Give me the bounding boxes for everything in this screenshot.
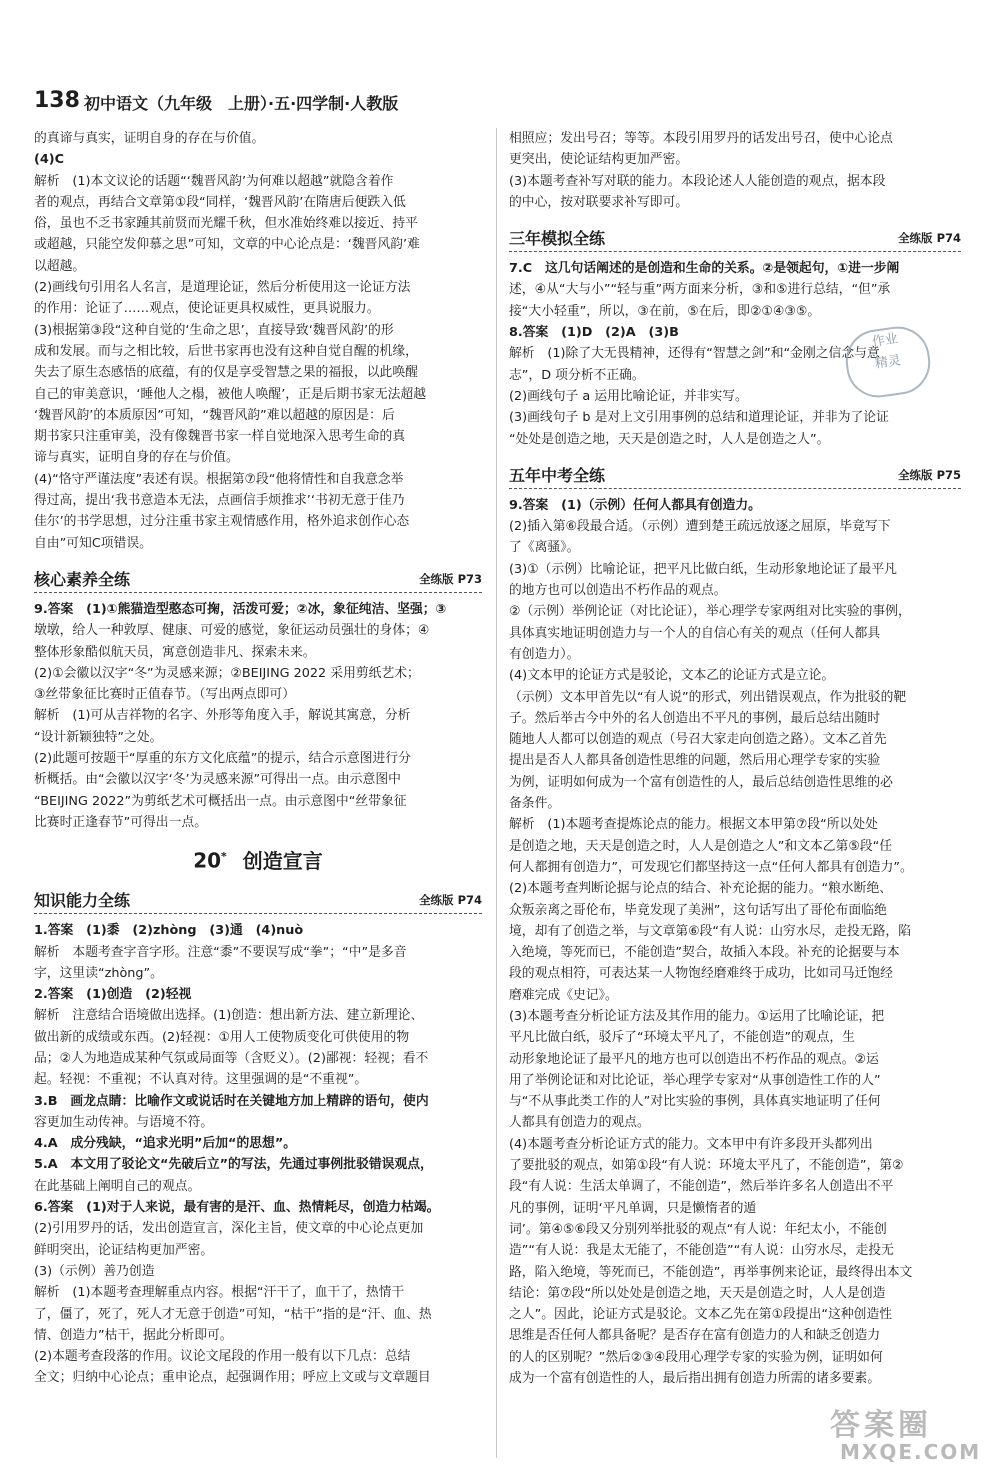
text-line: 期书家只注重审美，没有像魏晋书家一样自觉地深入思考生命的真 — [34, 429, 406, 445]
text-line: (4)文本甲的论证方式是驳论，文本乙的论证方式是立论。 — [509, 668, 835, 684]
text-line: 思维是否任何人都具备呢？是否存在富有创造力的人和缺乏创造力 — [509, 1328, 881, 1344]
section-heading — [509, 221, 961, 252]
text-line: 解析 (1)本题考查理解重点内容。根据“汗干了，血干了，热情干 — [34, 1285, 405, 1301]
text-line: (2)本题考查判断论据与论点的结合、补充论据的能力。“粮水断绝、 — [509, 881, 893, 897]
text-line: (3)根据第③段“这种自觉的‘生命之思’，直接导致‘魏晋风韵’的形 — [34, 322, 394, 338]
text-line: 之人”。因此，论证方式是驳论。文本乙先在第①段提出“这种创造性 — [509, 1307, 893, 1323]
text-line: (3)本题考查分析论证方法及其作用的能力。①运用了比喻论证，把 — [509, 1008, 885, 1024]
text-line: 失去了原生态感悟的底蕴，有的仅是享受智慧之果的福报，以此唤醒 — [34, 365, 418, 381]
watermark-text-line1: 答案圈 — [830, 1408, 932, 1443]
text-line: 字，这里读“zhòng”。 — [34, 965, 163, 981]
answer-item-line: 4.A 成分残缺，“追求光明”后加“的思想”。 — [34, 1136, 297, 1152]
text-line: 志”，D 项分析不正确。 — [509, 367, 645, 383]
text-line: 用了举例论证和对比论证，举心理学专家对“从事创造性工作的人” — [509, 1072, 881, 1088]
text-line: 与“不从事此类工作的人”对比实验的事例，具体真实地证明了任何 — [509, 1094, 881, 1110]
text-line: ③丝带象征比赛时正值春节。（写出两点即可） — [34, 687, 296, 703]
text-line: 述，④从“大与小”“轻与重”两方面来分析，③和⑤进行总结，“但”承 — [509, 282, 891, 298]
text-line: (4)本题考查分析论证方式的能力。文本甲中有许多段开头都列出 — [509, 1136, 873, 1152]
text-line: 自己的审美意识，‘睡他人之榻，被他人唤醒’，正是后期书家无法超越 — [34, 386, 427, 402]
page-title: 初中语文（九年级 上册）·五·四学制·人教版 — [84, 94, 399, 113]
text-line: 解析 (1)除了大无畏精神，还得有“智慧之剑”和“金刚之信念与意 — [509, 346, 880, 362]
section-page-ref: 全练版 P75 — [894, 465, 961, 486]
answer-item-line: 2.答案 (1)创造 (2)轻视 — [34, 987, 192, 1003]
section-heading-title: 核心素养全练 — [34, 569, 134, 590]
text-line: (2)①会徽以汉字“冬”为灵感来源；②BEIJING 2022 采用剪纸艺术； — [34, 665, 420, 681]
text-line: 解析 (1)可从吉祥物的名字、外形等角度入手，解说其寓意，分析 — [34, 708, 411, 724]
text-line: 了，僵了，死了，死人才无意于创造”可知，“枯干”指的是“汗、血、热 — [34, 1306, 432, 1322]
section-heading — [34, 883, 482, 914]
text-line: 者的观点，再结合文章第①段“同样，‘魏晋风韵’在隋唐后便跌入低 — [34, 194, 406, 210]
right-column — [509, 128, 961, 1389]
text-line: 段“有人说：生活太单调了，不能创造”，然后举许多名人创造出不平 — [509, 1179, 894, 1195]
text-line: 接“大小轻重”，所以，③在前，⑤在后，即②①④③⑤。 — [509, 303, 821, 319]
text-line: 成和发展。而与之相比较，后世书家再也没有这种自觉自醒的机缘， — [34, 343, 418, 359]
section-page-ref: 全练版 P74 — [415, 890, 482, 911]
text-line: 的人的区别呢？”然后②③④段用心理学专家的实验为例，证明如何 — [509, 1349, 883, 1365]
page-number: 138 — [34, 88, 80, 113]
text-line: (2)画线句引用名人名言，是道理论证，然后分析使用这一论证方法 — [34, 280, 411, 296]
text-line: (3)①（示例）比喻论证，把平凡比做白纸，生动形象地论证了最平凡 — [509, 561, 897, 577]
text-line: 墩墩，给人一种敦厚、健康、可爱的感觉，象征运动员强壮的身体；④ — [34, 623, 430, 639]
text-line: 何人都拥有创造力”，可发现它们都坚持这一点“任何人都具有创造力”。 — [509, 859, 913, 875]
text-line: 佳尔’的书学思想，过分注重书家主观情感作用，格外追求创作心态 — [34, 514, 410, 530]
text-line: (2)引用罗丹的话，发出创造宣言，深化主旨，使文章的中心论点更加 — [34, 1221, 424, 1237]
text-line: 析概括。由“会徽以汉字‘冬’为灵感来源”可得出一点。由示意图中 — [34, 772, 401, 788]
text-line: 整体形象酷似航天员，寓意创造非凡、探索未来。 — [34, 644, 316, 660]
text-line: 路，陷入绝境，等死而已，不能创造”，再举事例来论证，最终得出本文 — [509, 1264, 913, 1280]
section-heading-title: 三年模拟全练 — [509, 228, 609, 249]
text-line: 成为一个富有创造性的人，最后指出拥有创造力所需的诸多要素。 — [509, 1371, 881, 1387]
text-line: 解析 (1)本文议论的话题“‘魏晋风韵’为何难以超越”就隐含着作 — [34, 173, 394, 189]
text-line: 凡的事例，证明‘平凡单调，只是懒惰者的遁 — [509, 1200, 757, 1216]
text-line: 动形象地论证了最平凡的地方也可以创造出不朽作品的观点。②运 — [509, 1051, 879, 1067]
text-line: (2)本题考查段落的作用。议论文尾段的作用一般有以下几点：总结 — [34, 1349, 411, 1365]
text-line: 境，却有了创造之举，与文章第⑥段“有人说：山穷水尽，走投无路，陷 — [509, 923, 912, 939]
text-line: 段的观点相符，可表达某一人物饱经磨难终于成功，比如司马迁饱经 — [509, 966, 893, 982]
text-line: 词’。第④⑤⑥段又分别列举批驳的观点“有人说：年纪太小，不能创 — [509, 1221, 887, 1237]
text-line: 众叛亲离之哥伦布，毕竟发现了美洲”，这句话写出了哥伦布面临绝 — [509, 902, 887, 918]
answer-item-line: (4)C — [34, 152, 64, 168]
text-line: 造”“有人说：我是太无能了，不能创造”“有人说：山穷水尽，走投无 — [509, 1243, 894, 1259]
text-line: 具体真实地证明创造力与一个人的自信心有关的观点（任何人都具 — [509, 625, 881, 641]
lesson-name: 创造宣言 — [242, 848, 323, 873]
text-line: (3)画线句子 b 是对上文引用事例的总结和道理论证，并非为了论证 — [509, 410, 889, 426]
section-heading-title: 知识能力全练 — [34, 890, 134, 911]
answer-item-line: 9.答案 (1)①熊猫造型憨态可掬，活泼可爱；②冰，象征纯洁、坚强；③ — [34, 601, 447, 617]
text-line: ②（示例）举例论证（对比论证），举心理学专家两组对比实验的事例， — [509, 604, 911, 620]
text-line: 全文；归纳中心论点；重申论点，起强调作用；呼应上文或与文章题目 — [34, 1370, 431, 1386]
text-line: 的真谛与真实，证明自身的存在与价值。 — [34, 131, 265, 146]
left-column — [34, 128, 482, 1389]
column-divider — [496, 128, 497, 1458]
text-line: 或超越，只能空发仰慕之思”可知，文章的中心论点是：‘魏晋风韵’难 — [34, 237, 420, 253]
text-line: 有创造力）。 — [509, 646, 580, 662]
text-line: 为例，证明如何成为一个富有创造性的人，最后总结创造性思维的必 — [509, 774, 893, 790]
lesson-title — [34, 839, 482, 875]
text-line: 起。轻视：不重视；不认真对待。这里强调的是“不重视”。 — [34, 1072, 368, 1088]
text-line: 以超越。 — [34, 258, 86, 274]
stamp-text-line1: 作业 — [871, 331, 899, 350]
answer-item-line: 8.答案 (1)D (2)A (3)B — [509, 325, 679, 341]
text-line: 提出是否人人都具备创造性思维的问题，然后用心理学专家的实验 — [509, 753, 881, 769]
text-line: 情、创造力”枯干，据此分析即可。 — [34, 1327, 233, 1343]
text-line: (2)插入第⑥段最合适。（示例）遭到楚王疏远放逐之屈原，毕竟写下 — [509, 519, 891, 535]
watermark-logo — [830, 1400, 990, 1466]
text-line: (3)（示例）善乃创造 — [34, 1263, 155, 1279]
section-heading — [34, 562, 482, 593]
text-line: (3)本题考查补写对联的能力。本段论述人人能创造的观点，据本段 — [509, 173, 886, 189]
text-line: 品；②人为地造成某种气氛或局面等（含贬义）。(2)鄙视：轻视；看不 — [34, 1050, 429, 1066]
text-line: 容更加生动传神。与语境不符。 — [34, 1114, 214, 1130]
answer-item-line: 5.A 本文用了驳论文“先破后立”的写法，先通过事例批驳错误观点， — [34, 1157, 433, 1173]
text-line: ‘魏晋风韵’的本质原因”可知，“魏晋风韵”难以超越的原因是：后 — [34, 407, 395, 423]
text-line: 得过高，提出‘我书意造本无法，点画信手烦推求’‘书初无意于佳乃 — [34, 493, 405, 509]
text-line: 了《离骚》。 — [509, 540, 580, 556]
text-line: “处处是创造之地，天天是创造之时，人人是创造之人”。 — [509, 431, 830, 447]
section-page-ref: 全练版 P74 — [894, 228, 961, 249]
text-line: 的中心，按对联要求补写即可。 — [509, 194, 689, 210]
text-line: 的地方也可以创造出不朽作品的观点。 — [509, 583, 727, 599]
text-line: 比赛时正逢春节”可得出一点。 — [34, 814, 207, 830]
text-line: 自由”可知C项错误。 — [34, 535, 152, 551]
text-line: (4)“恪守严谨法度”表述有误。根据第⑦段“他将情性和自我意念举 — [34, 471, 404, 487]
text-line: 解析 注意结合语境做出选择。(1)创造：想出新方法、建立新理论、 — [34, 1008, 424, 1024]
text-line: 相照应；发出号召；等等。本段引用罗丹的话发出号召，使中心论点 — [509, 131, 893, 146]
text-line: 结论：第⑦段“所以处处是创造之地，天天是创造之时，人人是创造 — [509, 1285, 886, 1301]
text-line: 解析 本题考查字音字形。注意“黍”不要误写成“拳”；“中”是多音 — [34, 944, 407, 960]
stamp-text-line2: 精灵 — [874, 353, 902, 372]
text-line: 磨难完成《史记》。 — [509, 987, 618, 1003]
text-line: 入绝境，等死而已，不能创造”契合，故插入本段。补充的论据要与本 — [509, 945, 900, 961]
text-line: 备条件。 — [509, 796, 561, 812]
text-line: 随地人人都可以创造的观点（号召大家走向创造之路）。文本乙首先 — [509, 732, 887, 748]
text-line: 平凡比做白纸，驳斥了“环境太平凡了，不能创造”的观点，生 — [509, 1030, 855, 1046]
text-line: 的作用：论证了……观点，使论证更具权威性，更具说服力。 — [34, 301, 380, 317]
watermark-text-line2: MXQE.COM — [840, 1440, 982, 1464]
answer-item-line: 7.C 这几句话阐述的是创造和生命的关系。②是领起句，①进一步阐 — [509, 261, 900, 277]
text-line: (2)画线句子 a 运用比喻论证，并非实写。 — [509, 388, 748, 404]
text-line: 子。然后举古今中外的名人创造出不平凡的事例，最后总结出随时 — [509, 710, 881, 726]
text-line: 做出新的成绩或东西。(2)轻视：①用人工使物质变化可供使用的物 — [34, 1029, 410, 1045]
lesson-number: 20 — [193, 848, 222, 873]
answer-item-line: 6.答案 (1)对于人来说，最有害的是汗、血、热情耗尽，创造力枯竭。 — [34, 1200, 440, 1216]
answer-item-line: 9.答案 (1)（示例）任何人都具有创造力。 — [509, 497, 761, 513]
text-line: “BEIJING 2022”为剪纸艺术可概括出一点。由示意图中“丝带象征 — [34, 793, 407, 809]
text-line: 了要批驳的观点，如第①段“有人说：环境太平凡了，不能创造”，第② — [509, 1158, 904, 1174]
section-heading-title: 五年中考全练 — [509, 465, 609, 486]
text-line: （示例）文本甲首先以“有人说”的形式，列出错误观点，作为批驳的靶 — [509, 689, 907, 705]
text-line: 人都具有创造力的观点。 — [509, 1115, 650, 1131]
answer-item-line: 3.B 画龙点睛：比喻作文或说话时在关键地方加上精辟的语句，使内 — [34, 1093, 429, 1109]
text-line: 是创造之地，天天是创造之时，人人是创造之人”和文本乙第⑤段“任 — [509, 838, 893, 854]
text-line: “设计新颖独特”之处。 — [34, 729, 163, 745]
text-line: 俗，虽也不乏书家踵其前贤而光耀千秋，但水准始终难以接近、持平 — [34, 216, 418, 232]
text-line: 解析 (1)本题考查提炼论点的能力。根据文本甲第⑦段“所以处处 — [509, 817, 878, 833]
text-line: (2)此题可按题干“厚重的东方文化底蕴”的提示，结合示意图进行分 — [34, 751, 411, 767]
page-header — [34, 88, 964, 122]
lesson-mark: * — [221, 850, 227, 864]
text-line: 更突出，使论证结构更加严密。 — [509, 152, 689, 168]
section-heading — [509, 458, 961, 489]
text-line: 鲜明突出，论证结构更加严密。 — [34, 1242, 214, 1258]
section-page-ref: 全练版 P73 — [415, 569, 482, 590]
text-line: 谛与真实，证明自身的存在与价值。 — [34, 450, 239, 466]
answer-item-line: 1.答案 (1)黍 (2)zhòng (3)通 (4)nuò — [34, 923, 304, 939]
text-line: 在此基础上阐明自己的观点。 — [34, 1178, 201, 1194]
